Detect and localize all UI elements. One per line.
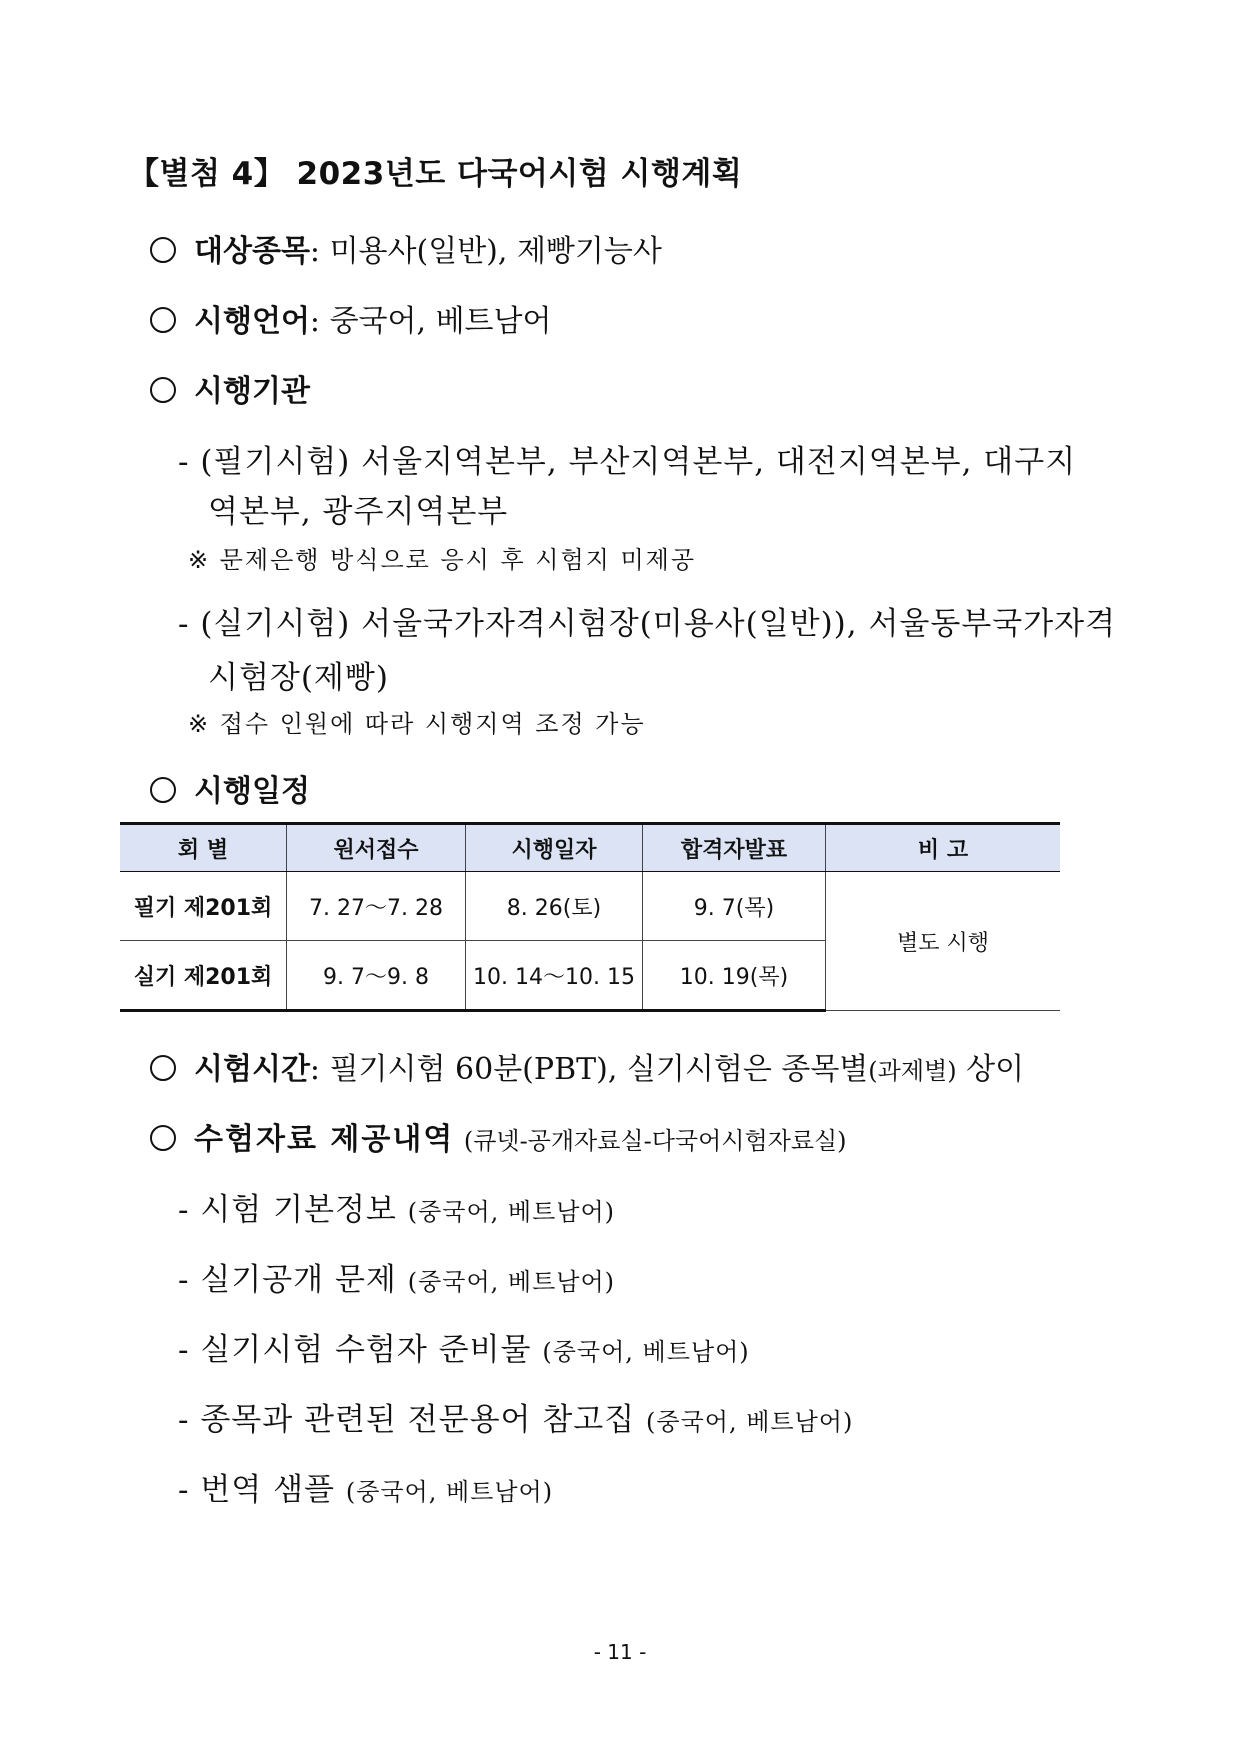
table-header-row — [120, 824, 1060, 872]
written-exam-line2: 역본부, 광주지역본부 — [208, 494, 509, 530]
header-remark: 비 고 — [826, 824, 1061, 872]
cell-round: 실기 제201회 — [120, 941, 287, 1011]
section-value-end: 상이 — [956, 1052, 1025, 1087]
materials-item — [178, 1184, 615, 1229]
cell-announce: 9. 7(목) — [643, 872, 826, 941]
materials-item-text: - 시험 기본정보 — [178, 1192, 397, 1228]
materials-item — [178, 1394, 853, 1439]
materials-item — [178, 1324, 750, 1369]
section-label: 시행기관 — [194, 374, 310, 409]
section-agency — [150, 366, 310, 410]
materials-item — [178, 1254, 615, 1299]
practical-exam-note: ※ 접수 인원에 따라 시행지역 조정 가능 — [188, 710, 646, 738]
practical-exam-line2: 시험장(제빵) — [208, 660, 389, 696]
header-exam-date: 시행일자 — [466, 824, 643, 872]
cell-remark: 별도 시행 — [826, 872, 1061, 1011]
materials-item-lang: (중국어, 베트남어) — [345, 1478, 554, 1506]
table-row — [120, 872, 1060, 941]
materials-item-lang: (중국어, 베트남어) — [407, 1198, 615, 1226]
section-language — [150, 296, 552, 340]
section-value: : 필기시험 60분(PBT), 실기시험은 종목별 — [309, 1052, 869, 1087]
materials-item-lang: (중국어, 베트남어) — [407, 1268, 615, 1296]
section-label: 수험자료 제공내역 — [194, 1122, 455, 1157]
circle-bullet-icon — [150, 777, 176, 803]
cell-round: 필기 제201회 — [120, 872, 287, 941]
materials-item-lang: (중국어, 베트남어) — [646, 1408, 854, 1436]
materials-item-text: - 번역 샘플 — [178, 1472, 335, 1508]
cell-exam-date: 8. 26(토) — [466, 872, 643, 941]
schedule-table — [120, 822, 1060, 1012]
cell-application: 9. 7～9. 8 — [287, 941, 466, 1011]
cell-announce: 10. 19(목) — [643, 941, 826, 1011]
practical-exam-line1: - (실기시험) 서울국가자격시험장(미용사(일반)), 서울동부국가자격 — [178, 606, 1117, 642]
section-label: 시행언어 — [194, 304, 310, 339]
written-exam-line1: - (필기시험) 서울지역본부, 부산지역본부, 대전지역본부, 대구지 — [178, 444, 1077, 480]
section-materials — [150, 1114, 847, 1158]
materials-item — [178, 1464, 553, 1509]
circle-bullet-icon — [150, 307, 176, 333]
section-value: : 미용사(일반), 제빵기능사 — [309, 234, 662, 269]
header-announce: 합격자발표 — [643, 824, 826, 872]
section-value: : 중국어, 베트남어 — [309, 304, 552, 339]
section-label: 시행일정 — [194, 774, 310, 809]
section-schedule — [150, 766, 310, 810]
materials-item-lang: (중국어, 베트남어) — [542, 1338, 750, 1366]
written-exam-note: ※ 문제은행 방식으로 응시 후 시험지 미제공 — [188, 546, 697, 574]
materials-item-text: - 종목과 관련된 전문용어 참고집 — [178, 1402, 636, 1438]
section-target — [150, 226, 662, 270]
page-number: - 11 - — [593, 1640, 647, 1664]
section-label: 시험시간 — [194, 1052, 310, 1087]
section-label: 대상종목 — [194, 234, 310, 269]
page-title: 【별첨 4】 2023년도 다국어시험 시행계획 — [128, 156, 743, 192]
header-round: 회 별 — [120, 824, 287, 872]
circle-bullet-icon — [150, 1125, 176, 1151]
materials-item-text: - 실기공개 문제 — [178, 1262, 397, 1298]
header-application: 원서접수 — [287, 824, 466, 872]
materials-item-text: - 실기시험 수험자 준비물 — [178, 1332, 532, 1368]
section-value: (큐넷-공개자료실-다국어시험자료실) — [463, 1127, 847, 1155]
section-value-small: (과제별) — [868, 1057, 957, 1085]
section-time — [150, 1044, 1024, 1088]
circle-bullet-icon — [150, 1055, 176, 1081]
circle-bullet-icon — [150, 377, 176, 403]
circle-bullet-icon — [150, 237, 176, 263]
cell-exam-date: 10. 14～10. 15 — [466, 941, 643, 1011]
cell-application: 7. 27～7. 28 — [287, 872, 466, 941]
